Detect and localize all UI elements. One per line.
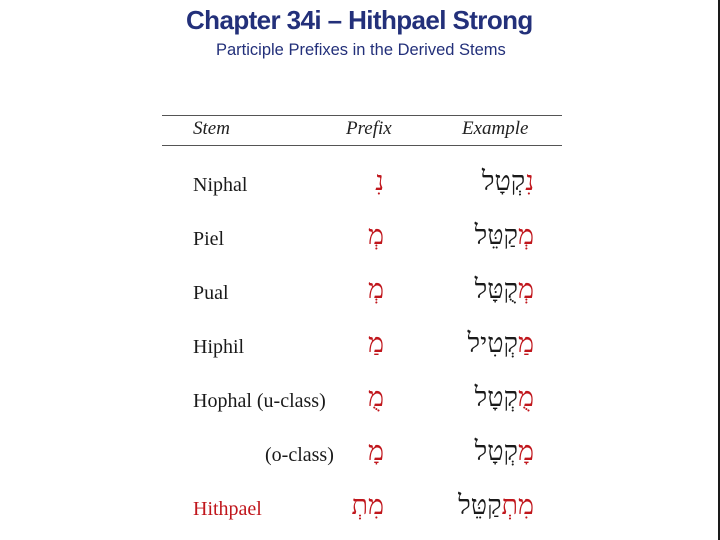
example-word xyxy=(475,436,534,467)
table-row xyxy=(0,166,720,206)
column-header-stem: Stem xyxy=(193,118,230,139)
example-rest: קַטֵּל xyxy=(458,490,502,521)
table-header-rule xyxy=(162,145,562,146)
example-prefix: מַ xyxy=(517,328,534,359)
stem-label: Hithpael xyxy=(193,498,262,520)
prefix-value: מַ xyxy=(367,328,384,359)
table-row xyxy=(0,220,720,260)
column-header-example: Example xyxy=(462,118,529,139)
example-word xyxy=(475,274,534,305)
example-word xyxy=(458,490,534,521)
table-row xyxy=(0,436,720,476)
table-row xyxy=(0,490,720,530)
example-word xyxy=(475,220,534,251)
column-header-prefix: Prefix xyxy=(346,118,392,139)
stem-label: (o-class) xyxy=(265,444,334,466)
prefix-value: נִ xyxy=(375,166,384,197)
example-rest: קַטֵּל xyxy=(474,220,518,251)
stem-label: Niphal xyxy=(193,174,248,196)
example-prefix: נִ xyxy=(525,166,534,197)
example-rest: קְטָל xyxy=(474,436,518,467)
stem-label: Hophal (u-class) xyxy=(193,390,326,412)
example-word xyxy=(475,382,534,413)
stem-label: Hiphil xyxy=(193,336,245,358)
example-prefix: מֻ xyxy=(517,382,534,413)
example-rest: קֻטָּל xyxy=(474,274,518,305)
example-prefix: מְ xyxy=(517,220,534,251)
example-prefix: מְ xyxy=(517,274,534,305)
stem-label: Pual xyxy=(193,282,229,304)
table-row xyxy=(0,274,720,314)
table-row xyxy=(0,328,720,368)
prefix-value: מֻ xyxy=(367,382,384,413)
page-title: Chapter 34i – Hithpael Strong xyxy=(186,5,533,35)
prefix-value: מְ xyxy=(367,220,384,251)
prefix-value: מִתְ xyxy=(351,490,384,521)
prefix-value: מָ xyxy=(367,436,384,467)
example-prefix: מִתְ xyxy=(501,490,534,521)
page-subtitle: Participle Prefixes in the Derived Stems xyxy=(216,41,506,59)
table-row xyxy=(0,382,720,422)
example-word xyxy=(482,166,534,197)
example-rest: קְטָל xyxy=(481,166,526,197)
prefix-value: מְ xyxy=(367,274,384,305)
example-rest: קְטִיל xyxy=(467,328,518,359)
example-word xyxy=(468,328,534,359)
table-top-rule xyxy=(162,115,562,116)
example-rest: קְטָל xyxy=(474,382,518,413)
stem-label: Piel xyxy=(193,228,225,250)
example-prefix: מָ xyxy=(517,436,534,467)
